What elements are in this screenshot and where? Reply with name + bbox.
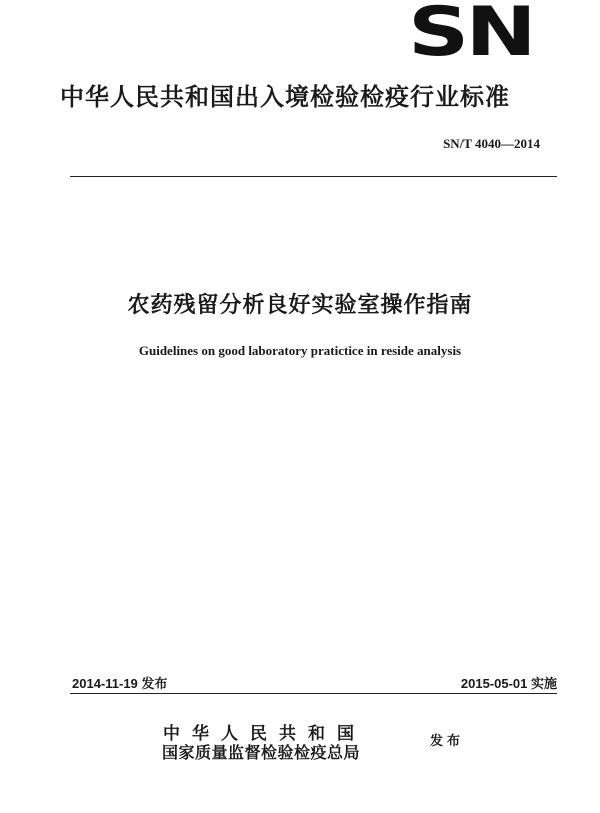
publisher-country: 中华人民共和国 <box>163 724 366 744</box>
bottom-divider <box>70 693 557 694</box>
document-title-english: Guidelines on good laboratory pratictice in reside analysis <box>138 343 462 358</box>
sn-logo: SN <box>408 0 533 72</box>
industry-standard-title: 中华人民共和国出入境检验检疫行业标准 <box>60 83 510 111</box>
standard-number: SN/T 4040—2014 <box>443 136 540 151</box>
publisher-agency: 国家质量监督检验检疫总局 <box>162 743 361 762</box>
publish-label: 发布 <box>430 734 465 749</box>
top-divider <box>70 176 557 177</box>
document-title-chinese: 农药残留分析良好实验室操作指南 <box>127 293 473 318</box>
implementation-date: 2015-05-01 实施 <box>460 676 557 691</box>
issue-date: 2014-11-19 发布 <box>72 676 168 691</box>
